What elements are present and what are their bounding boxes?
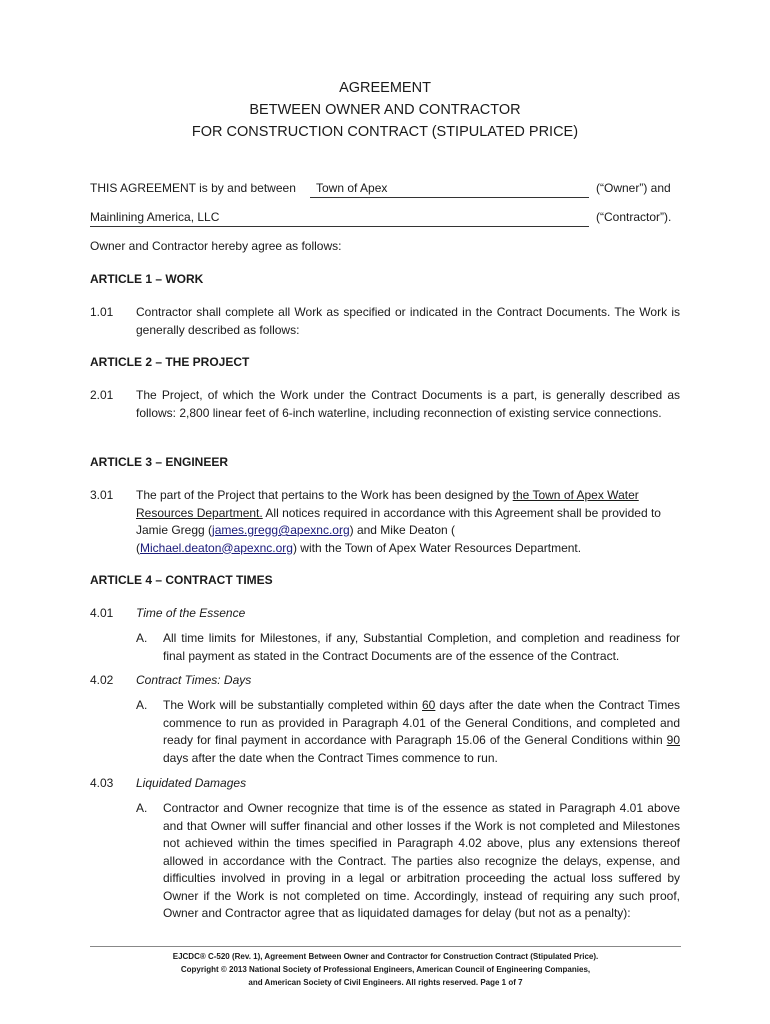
subparagraph-label: A. — [136, 698, 148, 712]
final-payment-days: 90 — [666, 733, 680, 747]
paragraph-4-03-a: Contractor and Owner recognize that time is of the essence as stated in Paragraph 4.01 above and that Owner will suffer financial and other losses if the Work is not completed and Milestones not achieved within the times specified in Paragraph 4.02 above, plus any extensions thereof allowed in accordance with the Contract. The parties also recognize the delays, expense, and difficulties involved in proving in a legal or arbitration proceeding the actual loss suffered by Owner if the Work is not completed on time. Accordingly, instead of requiring any such proof, Owner and Contractor agree that as liquidated damages for delay (but not as a penalty): — [163, 801, 680, 920]
owner-name-underline — [310, 197, 589, 198]
article-4-heading: ARTICLE 4 – CONTRACT TIMES — [90, 573, 273, 587]
document-subtitle: BETWEEN OWNER AND CONTRACTOR — [249, 102, 521, 118]
email-link-jamie-gregg[interactable]: james.gregg@apexnc.org — [212, 523, 350, 537]
subparagraph-label: A. — [136, 801, 148, 815]
paragraph-4-02-a — [163, 697, 680, 767]
paragraph-text: days after the date when the Contract Times commence to run. — [163, 750, 498, 765]
paragraph-4-01-title: Time of the Essence — [136, 606, 246, 620]
article-1-heading: ARTICLE 1 – WORK — [90, 272, 204, 286]
paragraph-number: 1.01 — [90, 305, 114, 319]
paragraph-number: 2.01 — [90, 388, 114, 402]
contractor-suffix: (“Contractor”). — [596, 210, 672, 224]
paragraph-text: ) with the Town of Apex Water Resources Department. — [292, 540, 582, 555]
paragraph-text: ( — [136, 540, 140, 555]
subparagraph-label: A. — [136, 631, 148, 645]
paragraph-number: 4.03 — [90, 776, 114, 790]
owner-suffix: (“Owner”) and — [596, 181, 671, 195]
footer-divider — [90, 946, 681, 947]
footer-copyright: Copyright © 2013 National Society of Professional Engineers, American Council of Engineering Companies, — [180, 965, 591, 974]
paragraph-text: days after the date when the Contract Times commence to run as provided in Paragraph 4.01 of the General Conditions, and completed and ready for final payment in accordance with Paragraph 15.06 of the General Conditions within — [163, 698, 680, 747]
paragraph-text: ) and Mike Deaton ( — [349, 523, 456, 537]
article-3-heading: ARTICLE 3 – ENGINEER — [90, 455, 229, 469]
paragraph-text: The Work will be substantially completed within — [163, 698, 422, 712]
document-subtitle-2: FOR CONSTRUCTION CONTRACT (STIPULATED PRICE) — [191, 124, 579, 140]
footer-form-id: EJCDC® C-520 (Rev. 1), Agreement Between Owner and Contractor for Construction Contract (Stipulated Price). — [172, 952, 599, 961]
paragraph-4-02-title: Contract Times: Days — [136, 673, 252, 687]
designer-name: the Town of Apex Water Resources Department. — [136, 488, 639, 520]
email-link-mike-deaton[interactable]: Michael.deaton@apexnc.org — [140, 540, 293, 555]
contractor-name-underline — [90, 226, 589, 227]
substantial-completion-days: 60 — [422, 698, 436, 712]
paragraph-text: All notices required in accordance with this Agreement shall be provided to Jamie Gregg ( — [136, 505, 661, 537]
paragraph-2-01: The Project, of which the Work under the Contract Documents is a part, is generally described as follows: 2,800 linear feet of 6-inch waterline, including reconnection of existing service connections. — [136, 388, 680, 420]
owner-name-field: Town of Apex — [316, 181, 388, 195]
paragraph-1-01: Contractor shall complete all Work as specified or indicated in the Contract Documents. The Work is generally described as follows: — [136, 305, 680, 337]
contractor-name-field: Mainlining America, LLC — [90, 210, 220, 224]
agree-statement: Owner and Contractor hereby agree as follows: — [90, 239, 342, 253]
paragraph-number: 4.02 — [90, 673, 114, 687]
paragraph-4-01-a: All time limits for Milestones, if any, Substantial Completion, and completion and readiness for final payment as stated in the Contract Documents are of the essence of the Contract. — [163, 631, 680, 663]
paragraph-number: 3.01 — [90, 488, 114, 502]
paragraph-3-01 — [136, 487, 680, 557]
footer-page-number: and American Society of Civil Engineers. All rights reserved. Page 1 of 7 — [248, 978, 523, 987]
document-title: AGREEMENT — [339, 80, 431, 96]
paragraph-text: The part of the Project that pertains to the Work has been designed by — [136, 488, 513, 502]
agreement-intro: THIS AGREEMENT is by and between — [90, 181, 296, 195]
paragraph-4-03-title: Liquidated Damages — [136, 776, 247, 790]
article-2-heading: ARTICLE 2 – THE PROJECT — [90, 355, 250, 369]
paragraph-number: 4.01 — [90, 606, 114, 620]
